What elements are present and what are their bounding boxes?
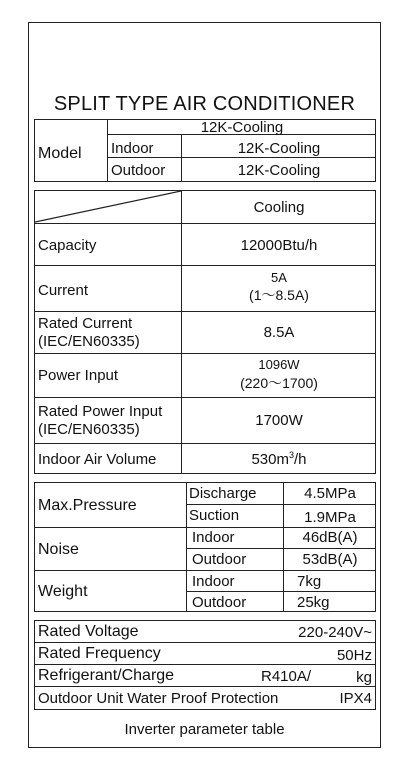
rated-frequency-label: Rated Frequency xyxy=(38,645,161,662)
power-input-value: 1096W xyxy=(258,357,300,372)
page-title: SPLIT TYPE AIR CONDITIONER xyxy=(53,93,356,115)
waterproof-value: IPX4 xyxy=(339,690,372,707)
current-value: 5A xyxy=(271,270,287,285)
noise-outdoor-label: Outdoor xyxy=(192,551,247,568)
rated-current-label: Rated Current xyxy=(38,315,133,332)
model-indoor-label: Indoor xyxy=(111,140,154,157)
weight-outdoor-label: Outdoor xyxy=(192,594,247,611)
suction-value: 1.9MPa xyxy=(304,509,356,526)
noise-indoor-value: 46dB(A) xyxy=(302,529,358,546)
weight-outdoor-value: 25kg xyxy=(297,594,330,611)
model-table xyxy=(34,119,376,182)
rated-power-input-label: Rated Power Input xyxy=(38,403,163,420)
rated-current-value: 8.5A xyxy=(263,324,295,341)
current-label: Current xyxy=(38,282,89,299)
power-input-range: (220～1700) xyxy=(240,375,318,391)
suction-label: Suction xyxy=(189,507,240,524)
rated-current-standard: (IEC/EN60335) xyxy=(38,333,140,350)
weight-indoor-value: 7kg xyxy=(297,573,322,590)
refrigerant-type: R410A/ xyxy=(261,668,312,685)
refrigerant-unit: kg xyxy=(356,669,372,686)
max-pressure-label: Max.Pressure xyxy=(38,497,137,514)
noise-outdoor-value: 53dB(A) xyxy=(302,551,358,568)
model-label: Model xyxy=(38,145,82,162)
air-volume-superscript: 3 xyxy=(289,450,295,460)
noise-label: Noise xyxy=(38,541,79,558)
weight-indoor-label: Indoor xyxy=(192,573,235,590)
power-input-label: Power Input xyxy=(38,367,119,384)
refrigerant-label: Refrigerant/Charge xyxy=(38,667,175,684)
current-range: (1～8.5A) xyxy=(249,287,309,303)
ratings-table xyxy=(34,620,376,710)
weight-label: Weight xyxy=(38,583,88,600)
header-diagonal-line xyxy=(35,191,181,223)
rated-power-input-standard: (IEC/EN60335) xyxy=(38,421,140,438)
rated-voltage-value: 220-240V~ xyxy=(298,624,372,641)
air-volume-number: 530m xyxy=(251,451,289,468)
spec-table xyxy=(34,190,376,474)
waterproof-label: Outdoor Unit Water Proof Protection xyxy=(38,690,279,707)
footer-caption: Inverter parameter table xyxy=(124,721,285,738)
rated-power-input-value: 1700W xyxy=(255,412,303,429)
details-table xyxy=(34,482,376,612)
model-outdoor-label: Outdoor xyxy=(111,162,166,179)
noise-indoor-label: Indoor xyxy=(192,529,235,546)
spec-header-cooling: Cooling xyxy=(253,199,305,216)
discharge-label: Discharge xyxy=(189,485,257,502)
air-volume-value xyxy=(181,451,377,468)
model-outdoor-value: 12K-Cooling xyxy=(237,162,321,179)
model-indoor-value: 12K-Cooling xyxy=(237,140,321,157)
rated-frequency-value: 50Hz xyxy=(336,647,372,664)
capacity-value: 12000Btu/h xyxy=(240,237,318,254)
capacity-label: Capacity xyxy=(38,237,97,254)
rated-voltage-label: Rated Voltage xyxy=(38,623,139,640)
air-volume-label: Indoor Air Volume xyxy=(38,451,157,468)
nameplate-label xyxy=(28,22,381,748)
air-volume-unit: /h xyxy=(294,451,307,468)
model-value: 12K-Cooling xyxy=(200,119,284,136)
discharge-value: 4.5MPa xyxy=(304,485,356,502)
